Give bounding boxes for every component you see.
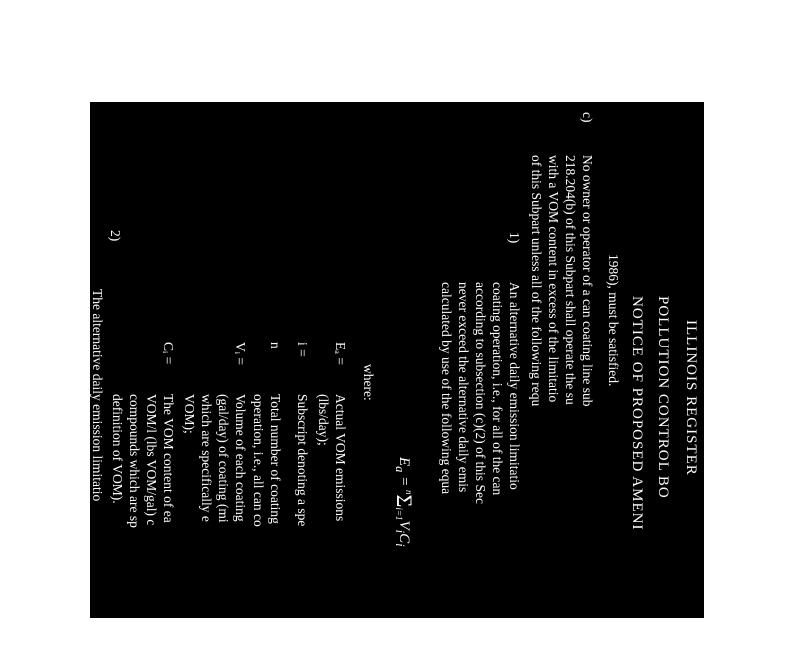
definition-symbol: Cᵢ = (161, 342, 176, 365)
definition-text: which are specifically e (199, 394, 214, 522)
definition-text: (lbs/day); (316, 394, 331, 446)
document-text (56, 102, 704, 662)
item-1-line: never exceed the alternative daily emis (456, 282, 471, 493)
equation-equals: = (396, 472, 412, 491)
equation-lhs-subscript: a (393, 466, 407, 473)
previous-line: 1986), must be satisfied. (606, 254, 621, 387)
definition-text: Total number of coating (268, 394, 283, 524)
item-1-line: according to subsection (c)(2) of this Sec (473, 282, 488, 504)
term-c-subscript: i (393, 543, 407, 547)
header-notice: NOTICE OF PROPOSED AMENI (629, 296, 645, 531)
term-v: V (396, 520, 412, 530)
item-2-line: The alternative daily emission limitatio (90, 289, 105, 502)
definition-text: compounds which are sp (127, 394, 142, 528)
where-label: where: (361, 364, 376, 401)
subsection-c-marker: c) (580, 112, 595, 123)
item-1-line: An alternative daily emission limitatio (507, 282, 522, 490)
definition-text: VOM/l (lbs VOM/gal) c (144, 394, 159, 526)
item-1-line: coating operation, i.e., for all of the can (490, 282, 505, 496)
sum-lower-limit: i=1 (394, 507, 404, 521)
equation-lhs: E (396, 457, 412, 467)
term-c: C (396, 533, 412, 544)
item-1-marker: 1) (507, 232, 522, 244)
definition-symbol: Vᵢ = (233, 342, 248, 365)
term-v-subscript: i (393, 529, 407, 534)
definition-symbol: Eₐ = (333, 342, 348, 365)
definition-text: Subscript denoting a spe (295, 394, 310, 527)
definition-symbol: i = (295, 342, 310, 357)
emission-equation (390, 457, 418, 547)
definition-text: VOM); (182, 394, 197, 434)
item-2-line: can coating operation, i.e. for all of the (73, 289, 88, 499)
subsection-c-line: No owner or operator of a can coating line sub (580, 155, 595, 407)
header-board: POLLUTION CONTROL BO (655, 296, 671, 499)
definition-text: Actual VOM emissions (333, 394, 348, 522)
item-1-line: calculated by use of the following equa (439, 282, 454, 495)
subsection-c-line: with a VOM content in excess of the limitatio (546, 155, 561, 403)
sum-sigma: Σ (392, 494, 417, 508)
item-2-marker: 2) (108, 230, 123, 242)
definition-text: operation, i.e., all can co (251, 394, 266, 527)
definition-text: definition of VOM). (110, 394, 125, 504)
item-2-line: a daily basis as follows: (56, 289, 71, 418)
subsection-c-line: 218.204(b) of this Subpart shall operate the su (563, 155, 578, 405)
definition-text: Volume of each coating (233, 394, 248, 522)
definition-text: The VOM content of ea (161, 394, 176, 523)
definition-symbol: n (268, 342, 283, 349)
sum-upper-limit: n (404, 490, 414, 495)
definition-text: (gal/day) of coating (mi (216, 394, 231, 523)
header-register: ILLINOIS REGISTER (683, 320, 699, 476)
scanned-page (56, 102, 704, 618)
subsection-c-line: of this Subpart unless all of the following requ (529, 155, 544, 407)
